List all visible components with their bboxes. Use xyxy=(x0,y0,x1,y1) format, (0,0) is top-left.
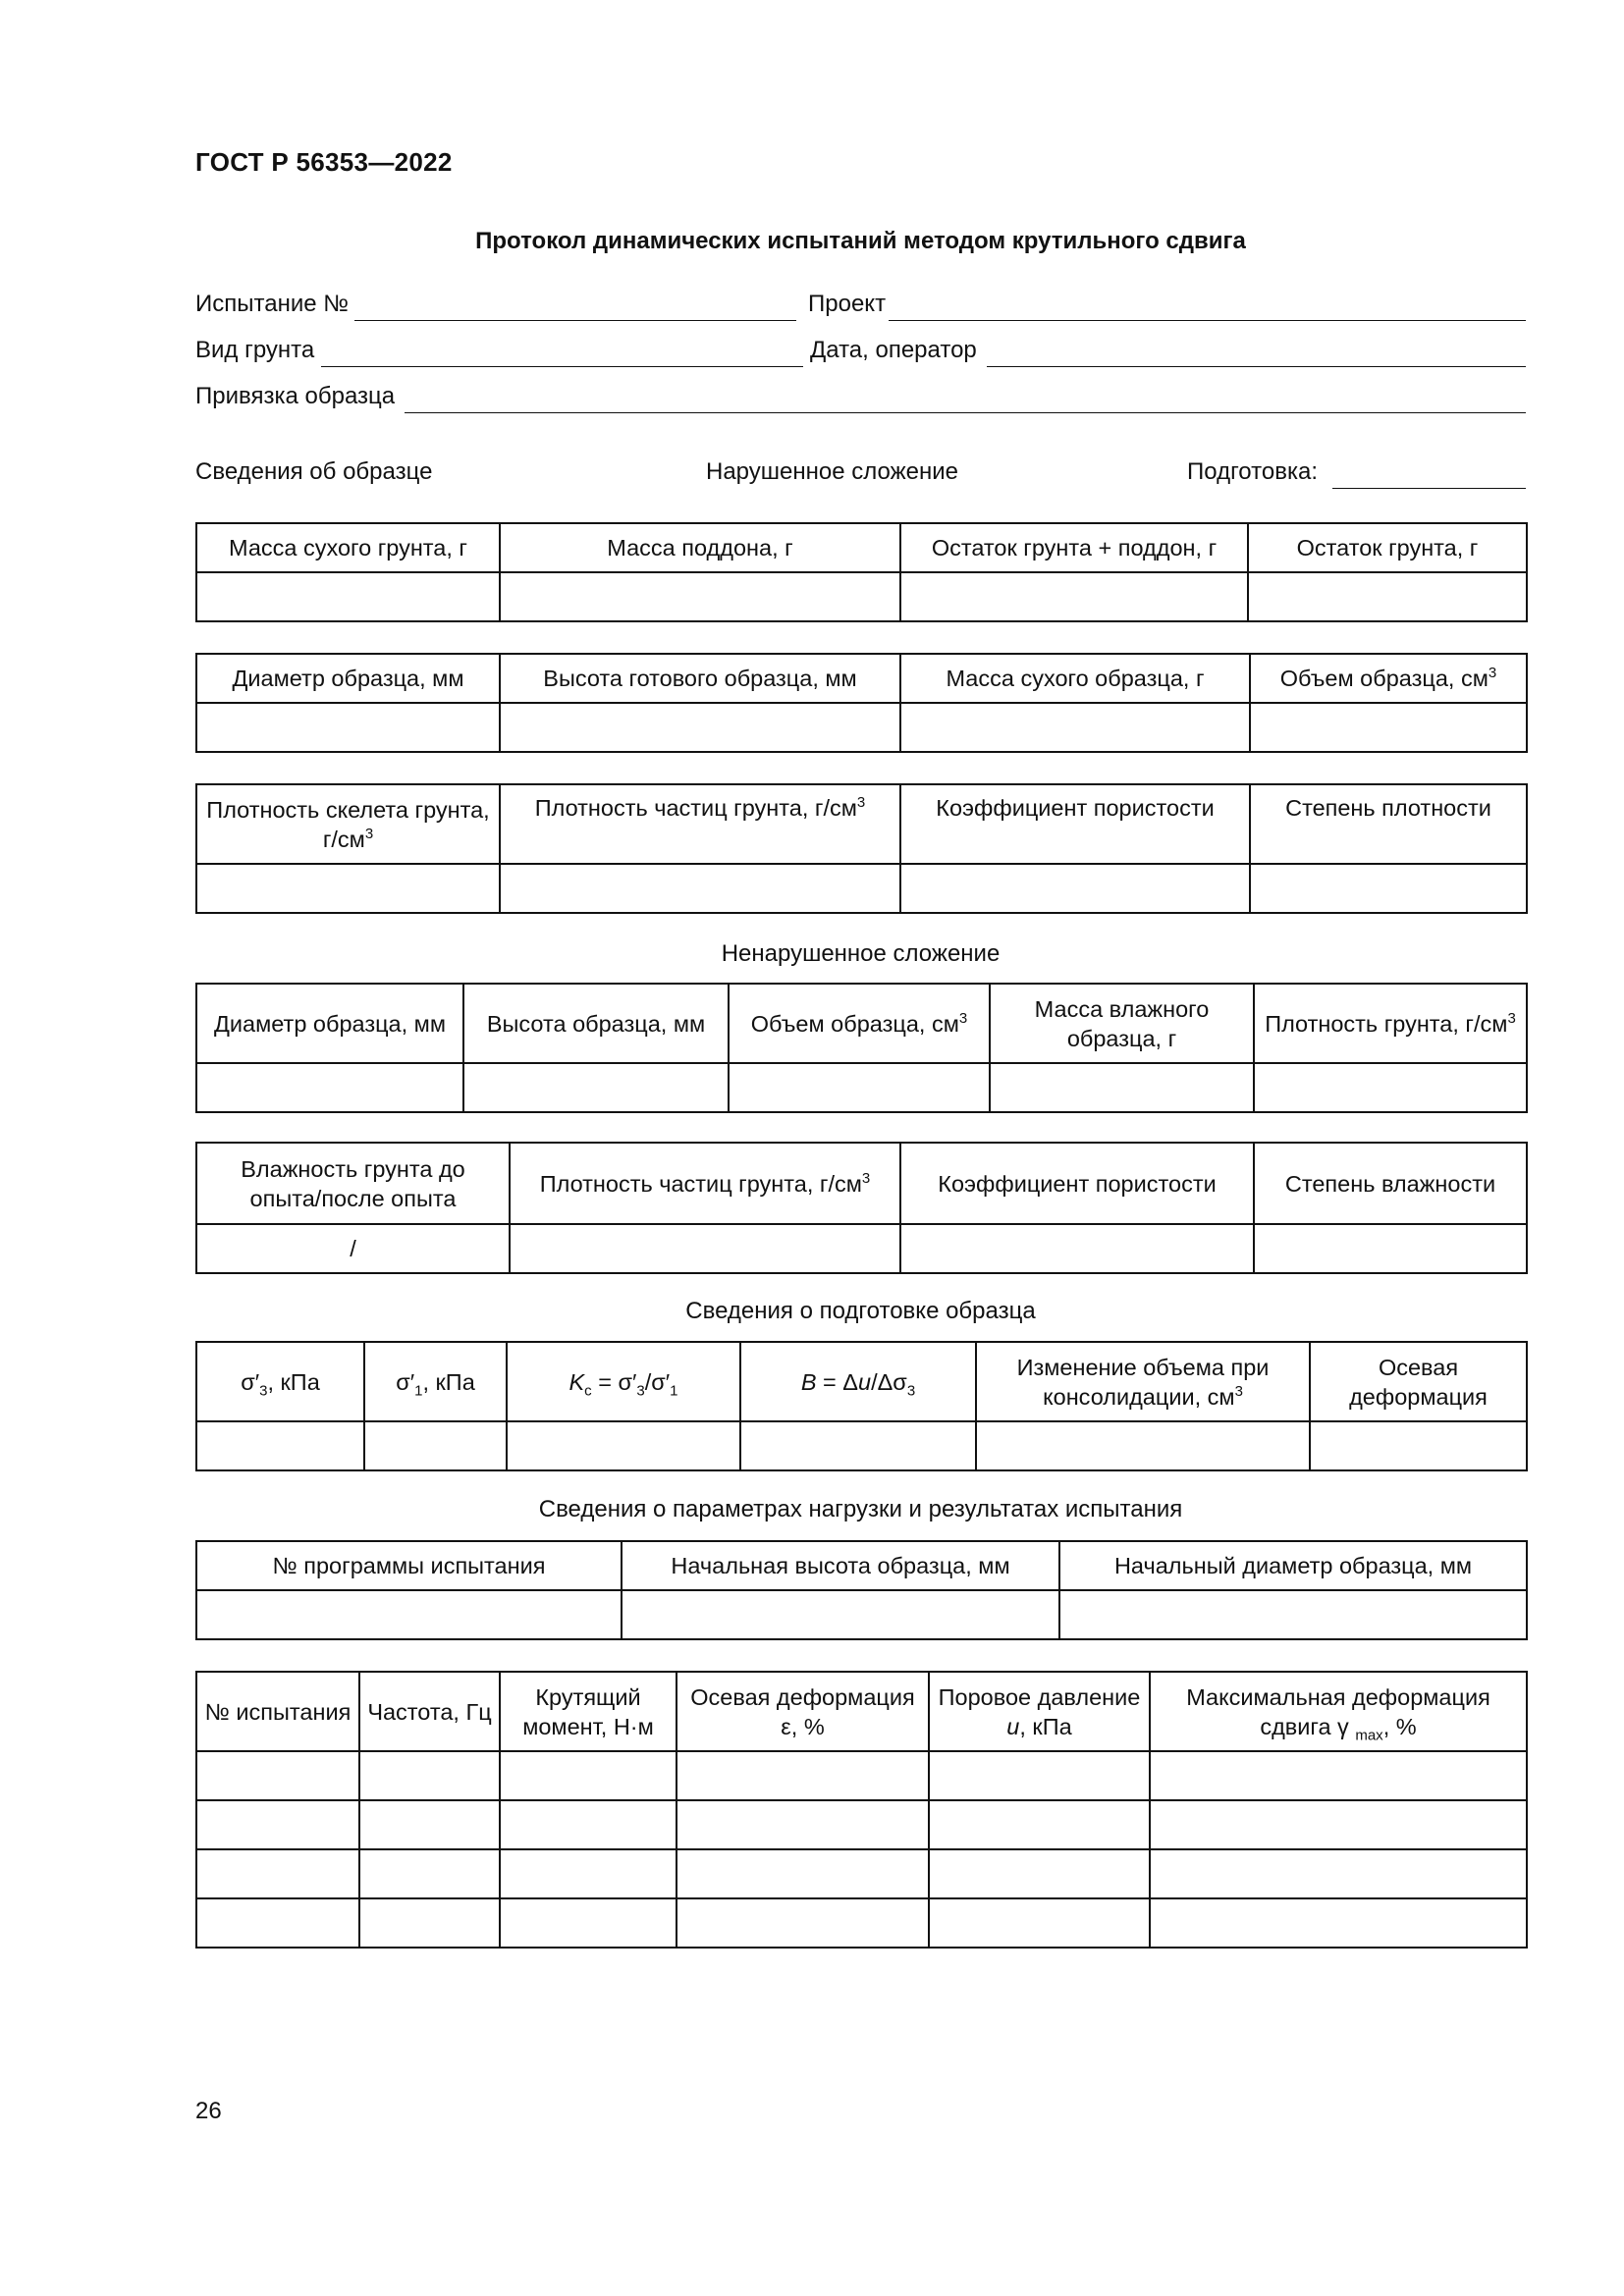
header-cell: Начальная высота образца, мм xyxy=(622,1541,1059,1590)
header-cell: Остаток грунта + поддон, г xyxy=(900,523,1248,572)
header-cell: Масса влажного образца, г xyxy=(990,984,1254,1063)
input-cell[interactable] xyxy=(500,1849,677,1898)
test-program-table xyxy=(195,1540,1528,1640)
header-cell: Начальный диаметр образца, мм xyxy=(1059,1541,1527,1590)
header-cell: Масса поддона, г xyxy=(500,523,900,572)
header-cell: Осевая деформация xyxy=(1310,1342,1527,1421)
header-cell: Коэффициент пористости xyxy=(900,784,1250,864)
input-cell[interactable] xyxy=(196,1421,364,1470)
header-cell: $\sigma'_1$, кПа xyxy=(364,1342,507,1421)
header-cell: Высота готового образца, мм xyxy=(500,654,900,703)
input-cell[interactable] xyxy=(196,1751,359,1800)
test-number-label: Испытание № xyxy=(195,291,349,317)
input-cell[interactable] xyxy=(1248,572,1527,621)
test-number-field[interactable] xyxy=(354,291,796,321)
header-cell: Масса сухого грунта, г xyxy=(196,523,500,572)
header-cell: Максимальная деформация сдвига γ $_{max}$, % xyxy=(1150,1672,1527,1751)
header-cell: Плотность частиц грунта, $г/см^3$ xyxy=(510,1143,900,1224)
sample-reference-label: Привязка образца xyxy=(195,383,396,409)
input-cell[interactable] xyxy=(1310,1421,1527,1470)
date-operator-field[interactable] xyxy=(987,337,1526,367)
input-cell[interactable] xyxy=(500,1800,677,1849)
input-cell[interactable] xyxy=(929,1898,1150,1948)
input-cell[interactable] xyxy=(359,1751,500,1800)
input-cell[interactable] xyxy=(500,1751,677,1800)
input-cell[interactable] xyxy=(740,1421,976,1470)
header-cell: $\sigma'_3$, кПа xyxy=(196,1342,364,1421)
header-cell: Плотность грунта, $г/см^3$ xyxy=(1254,984,1527,1063)
input-cell[interactable] xyxy=(990,1063,1254,1112)
input-cell[interactable] xyxy=(196,1590,622,1639)
dry-soil-mass-table xyxy=(195,522,1528,622)
input-cell[interactable] xyxy=(500,703,900,752)
undisturbed-structure-caption: Ненарушенное сложение xyxy=(721,940,1001,967)
page-number: 26 xyxy=(195,2098,222,2124)
test-results-table xyxy=(195,1671,1528,1949)
input-cell[interactable] xyxy=(359,1800,500,1849)
consolidation-table xyxy=(195,1341,1528,1471)
input-cell[interactable] xyxy=(1150,1751,1527,1800)
header-cell: Частота, Гц xyxy=(359,1672,500,1751)
input-cell[interactable] xyxy=(729,1063,990,1112)
date-operator-label: Дата, оператор xyxy=(810,337,977,363)
input-cell[interactable] xyxy=(1059,1590,1527,1639)
undisturbed-sample-table xyxy=(195,983,1528,1113)
header-cell: Коэффициент пористости xyxy=(900,1143,1254,1224)
header-cell: Плотность частиц грунта, $г/см^3$ xyxy=(500,784,900,864)
input-cell[interactable] xyxy=(677,1800,929,1849)
input-cell[interactable] xyxy=(677,1849,929,1898)
input-cell[interactable] xyxy=(364,1421,507,1470)
header-cell: Объем образца, $см^3$ xyxy=(729,984,990,1063)
header-cell: № испытания xyxy=(196,1672,359,1751)
input-cell[interactable] xyxy=(500,572,900,621)
input-cell[interactable] xyxy=(196,1063,463,1112)
disturbed-structure-label: Нарушенное сложение xyxy=(706,458,958,485)
header-cell: Осевая деформация ε, % xyxy=(677,1672,929,1751)
input-cell[interactable] xyxy=(1150,1800,1527,1849)
input-cell[interactable] xyxy=(507,1421,740,1470)
input-cell[interactable] xyxy=(1254,1224,1527,1273)
header-cell: Влажность грунта до опыта/после опыта xyxy=(196,1143,510,1224)
input-cell[interactable] xyxy=(900,572,1248,621)
input-cell[interactable] xyxy=(929,1800,1150,1849)
soil-type-label: Вид грунта xyxy=(195,337,315,363)
input-cell[interactable] xyxy=(900,864,1250,913)
header-cell: Диаметр образца, мм xyxy=(196,654,500,703)
sample-reference-field[interactable] xyxy=(405,383,1526,413)
sample-info-label: Сведения об образце xyxy=(195,458,433,485)
header-cell: Высота образца, мм xyxy=(463,984,729,1063)
input-cell[interactable] xyxy=(929,1849,1150,1898)
input-cell[interactable] xyxy=(1150,1849,1527,1898)
input-cell[interactable] xyxy=(900,703,1250,752)
input-cell[interactable] xyxy=(500,864,900,913)
input-cell[interactable] xyxy=(677,1751,929,1800)
input-cell[interactable] xyxy=(1254,1063,1527,1112)
sample-dimensions-table xyxy=(195,653,1528,753)
preparation-label: Подготовка: xyxy=(1187,458,1318,485)
input-cell[interactable] xyxy=(196,1849,359,1898)
input-cell[interactable]: / xyxy=(196,1224,510,1273)
header-cell: Степень влажности xyxy=(1254,1143,1527,1224)
input-cell[interactable] xyxy=(500,1898,677,1948)
header-cell: Масса сухого образца, г xyxy=(900,654,1250,703)
input-cell[interactable] xyxy=(622,1590,1059,1639)
input-cell[interactable] xyxy=(1150,1898,1527,1948)
input-cell[interactable] xyxy=(359,1849,500,1898)
input-cell[interactable] xyxy=(196,572,500,621)
input-cell[interactable] xyxy=(359,1898,500,1948)
header-cell: № программы испытания xyxy=(196,1541,622,1590)
header-cell: Крутящий момент, Н·м xyxy=(500,1672,677,1751)
input-cell[interactable] xyxy=(196,1898,359,1948)
project-label: Проект xyxy=(808,291,887,317)
header-cell: Диаметр образца, мм xyxy=(196,984,463,1063)
load-parameters-caption: Сведения о параметрах нагрузки и результатах испытания xyxy=(538,1496,1183,1522)
input-cell[interactable] xyxy=(677,1898,929,1948)
header-cell: $B = \Delta u/\Delta\sigma_3$ xyxy=(740,1342,976,1421)
header-cell: Степень плотности xyxy=(1250,784,1527,864)
header-cell: $K_c = \sigma'_3/\sigma'_1$ xyxy=(507,1342,740,1421)
input-cell[interactable] xyxy=(1250,703,1527,752)
header-cell: Изменение объема при консолидации, $см^3$ xyxy=(976,1342,1310,1421)
document-code: ГОСТ Р 56353—2022 xyxy=(195,147,453,177)
soil-type-field[interactable] xyxy=(321,337,803,367)
input-cell[interactable] xyxy=(196,703,500,752)
input-cell[interactable] xyxy=(510,1224,900,1273)
preparation-caption: Сведения о подготовке образца xyxy=(685,1298,1036,1324)
density-table xyxy=(195,783,1528,914)
header-cell: Плотность скелета грунта, $г/см^3$ xyxy=(196,784,500,864)
input-cell[interactable] xyxy=(196,864,500,913)
input-cell[interactable] xyxy=(976,1421,1310,1470)
header-cell: Поровое давление u, кПа xyxy=(929,1672,1150,1751)
project-field[interactable] xyxy=(889,291,1526,321)
document-title: Протокол динамических испытаний методом крутильного сдвига xyxy=(475,228,1246,254)
input-cell[interactable] xyxy=(463,1063,729,1112)
preparation-field[interactable] xyxy=(1332,458,1526,489)
input-cell[interactable] xyxy=(929,1751,1150,1800)
header-cell: Остаток грунта, г xyxy=(1248,523,1527,572)
header-cell: Объем образца, $см^3$ xyxy=(1250,654,1527,703)
input-cell[interactable] xyxy=(196,1800,359,1849)
moisture-table xyxy=(195,1142,1528,1274)
input-cell[interactable] xyxy=(1250,864,1527,913)
input-cell[interactable] xyxy=(900,1224,1254,1273)
